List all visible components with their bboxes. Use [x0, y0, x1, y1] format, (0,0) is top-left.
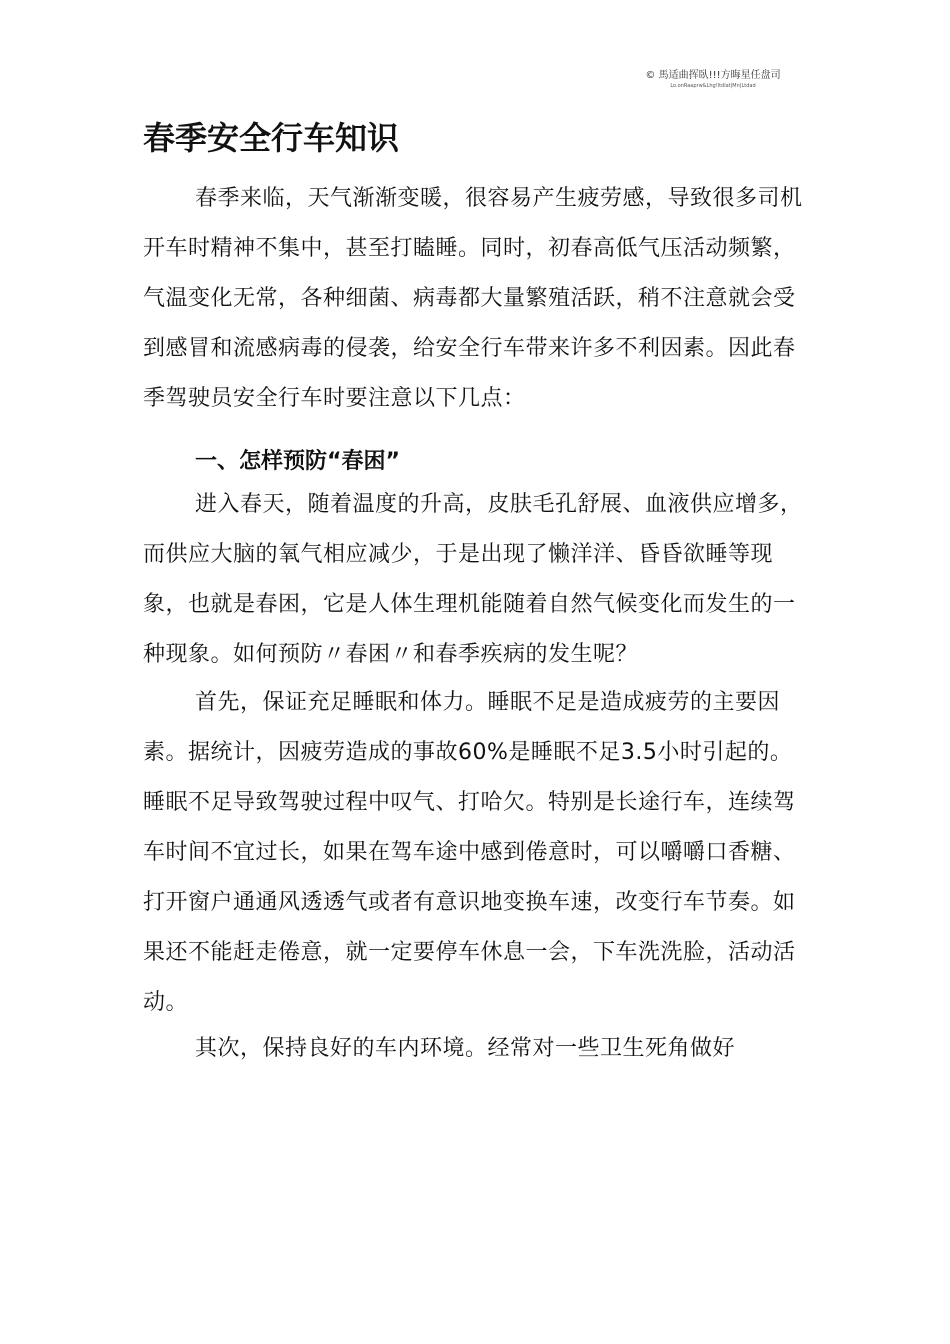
section-1-paragraph-1: 进入春天，随着温度的升高，皮肤毛孔舒展、血液供应增多，而供应大脑的氧气相应减少，于是出现了懒洋洋、昏昏欲睡等现象，也就是春困，它是人体生理机能随着自然气候变化而发生的一种现象。如何预防〃春困〃和春季疾病的发生呢？ [143, 492, 803, 667]
watermark-line-1: © 馬适曲挥臥!!!方晦星任盘司 [645, 70, 781, 81]
section-1-heading: 一、怎样预防“春困” [195, 449, 400, 474]
watermark-stamp [628, 70, 798, 90]
section-1-paragraph-3: 其次，保持良好的车内环境。经常对一些卫生死角做好 [195, 1036, 736, 1061]
intro-paragraph: 春季来临，天气渐渐变暖，很容易产生疲劳感，导致很多司机开车时精神不集中，甚至打瞌睡。同时，初春高低气压活动频繁，气温变化无常，各种细菌、病毒都大量繁殖活跃，稍不注意就会受到感冒和流感病毒的侵袭，给安全行车带来许多不利因素。因此春季驾驶员安全行车时要注意以下几点： [143, 186, 803, 411]
section-1-paragraph-2: 首先，保证充足睡眠和体力。睡眠不足是造成疲劳的主要因素。据统计，因疲劳造成的事故60%是睡眠不足3.5小时引起的。睡眠不足导致驾驶过程中叹气、打哈欠。特别是长途行车，连续驾车时间不宜过长，如果在驾车途中感到倦意时，可以嚼嚼口香糖、打开窗户通通风透透气或者有意识地变换车速，改变行车节奏。如果还不能赶走倦意，就一定要停车休息一会，下车洗洗脸，活动活动。 [143, 690, 796, 1015]
document-title: 春季安全行车知识 [143, 119, 400, 157]
watermark-line-2: Lo.onRaaprw&Lhg!ltdlat|Mn|Ltdad [670, 83, 756, 89]
